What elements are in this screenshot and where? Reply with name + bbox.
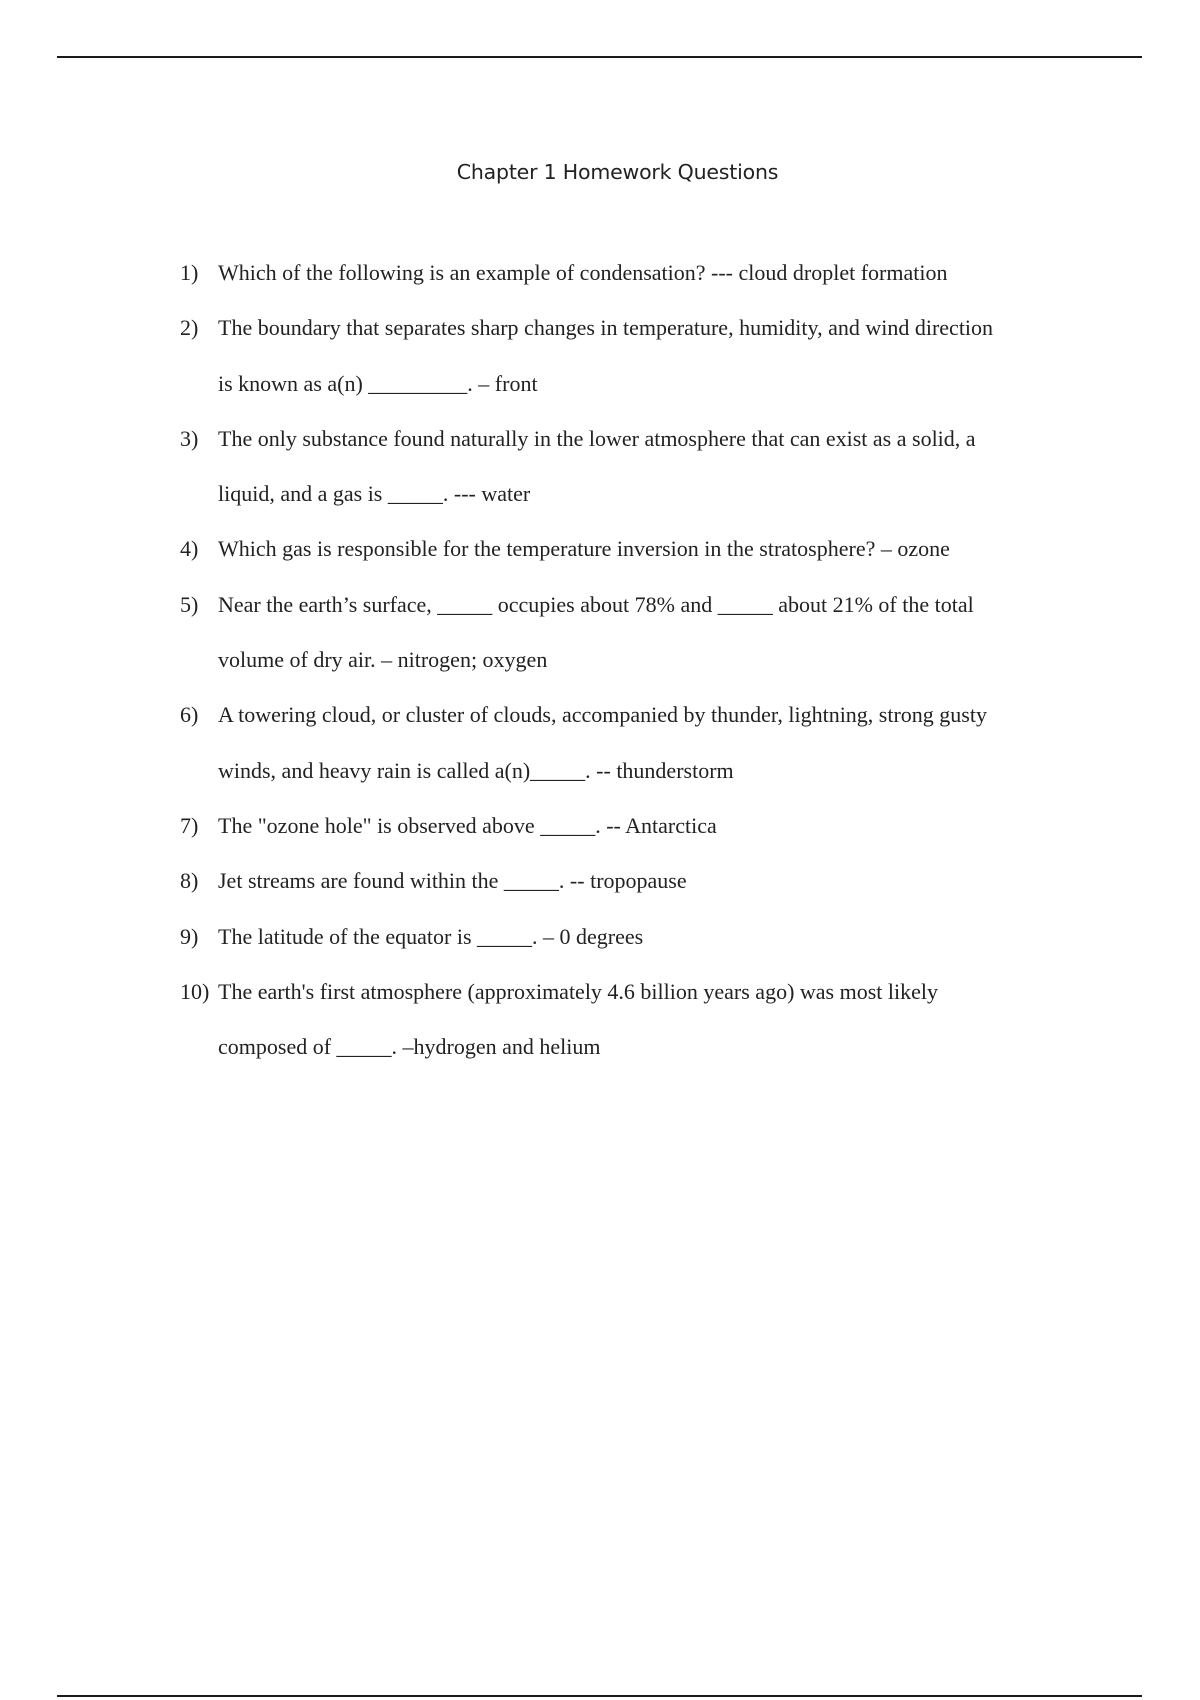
question-number: 3)	[180, 425, 199, 451]
question-7	[180, 798, 1100, 853]
question-number: 4)	[180, 536, 199, 562]
question-text-line: Which gas is responsible for the temperature inversion in the stratosphere? – ozone	[218, 536, 950, 562]
question-text-line: The "ozone hole" is observed above _____. -- Antarctica	[218, 812, 717, 838]
question-5	[180, 577, 1100, 688]
question-1	[180, 245, 1100, 300]
question-number: 10)	[180, 978, 210, 1004]
question-number: 2)	[180, 315, 199, 341]
question-text-line: Which of the following is an example of condensation? --- cloud droplet formation	[218, 260, 948, 285]
question-9	[180, 909, 1100, 964]
question-number: 7)	[180, 812, 199, 838]
question-text-line: The only substance found naturally in the lower atmosphere that can exist as a solid, a	[218, 425, 976, 451]
question-text-line: is known as a(n) _________. – front	[218, 370, 538, 396]
question-2	[180, 300, 1100, 411]
question-text-line: composed of _____. –hydrogen and helium	[218, 1034, 601, 1060]
question-10	[180, 964, 1100, 1075]
question-text-line: The earth's first atmosphere (approximately 4.6 billion years ago) was most likely	[218, 978, 938, 1004]
question-text-line: liquid, and a gas is _____. --- water	[218, 481, 531, 507]
question-number: 6)	[180, 702, 199, 728]
question-3	[180, 411, 1100, 522]
question-list	[180, 245, 1100, 1074]
question-number: 8)	[180, 868, 199, 894]
question-number: 9)	[180, 923, 199, 949]
question-text-line: volume of dry air. – nitrogen; oxygen	[218, 647, 548, 673]
header-rule	[57, 56, 1142, 58]
question-text-line: Near the earth’s surface, _____ occupies about 78% and _____ about 21% of the total	[218, 591, 974, 617]
question-text-line: The latitude of the equator is _____. – 0 degrees	[218, 923, 644, 949]
question-4	[180, 521, 1100, 576]
question-text-line: Jet streams are found within the _____. -- tropopause	[218, 868, 687, 894]
question-number: 1)	[180, 260, 199, 285]
question-text-line: The boundary that separates sharp changes in temperature, humidity, and wind direction	[218, 315, 994, 341]
document-title: Chapter 1 Homework Questions	[456, 160, 779, 184]
footer-rule	[57, 1695, 1142, 1697]
question-text-line: A towering cloud, or cluster of clouds, accompanied by thunder, lightning, strong gusty	[218, 702, 987, 728]
question-8	[180, 853, 1100, 908]
question-text-line: winds, and heavy rain is called a(n)_____. -- thunderstorm	[218, 757, 734, 783]
question-6	[180, 687, 1100, 798]
question-number: 5)	[180, 591, 199, 617]
